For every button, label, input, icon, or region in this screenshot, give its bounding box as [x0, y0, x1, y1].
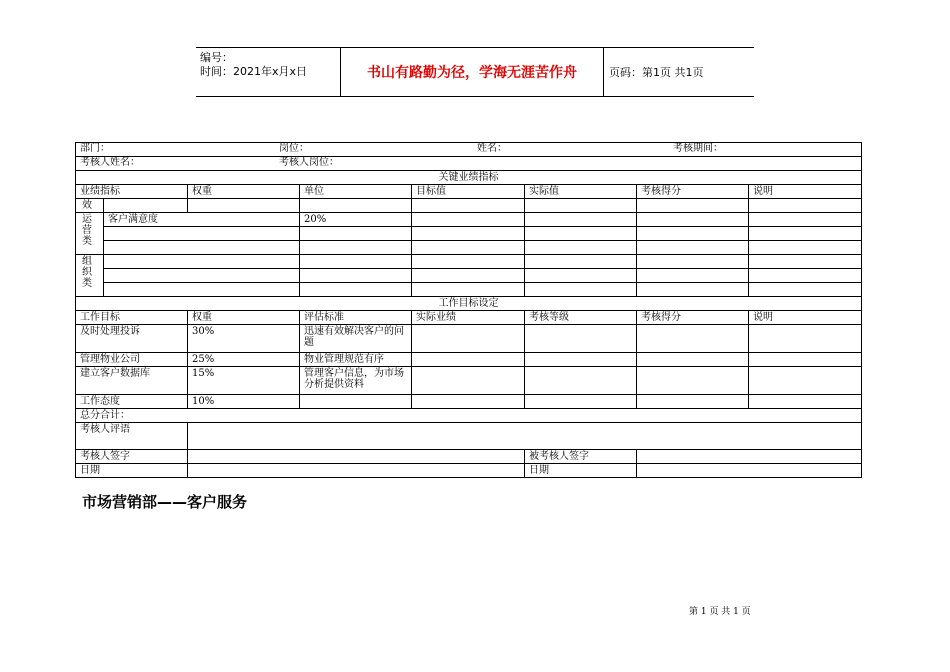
assessor-sign-field [188, 450, 525, 464]
date-field-2 [637, 464, 862, 478]
assessee-sign-label: 被考核人签字 [525, 450, 637, 464]
goal-row [76, 353, 862, 367]
goal-name: 建立客户数据库 [76, 367, 188, 395]
kpi-col-target: 目标值 [412, 185, 525, 199]
total-row [76, 409, 862, 423]
comment-row [76, 423, 862, 450]
goals-col-score: 考核得分 [637, 311, 749, 325]
goals-col-note: 说明 [749, 311, 862, 325]
goal-row [76, 325, 862, 353]
kpi-col-note: 说明 [749, 185, 862, 199]
goals-section-title: 工作目标设定 [76, 297, 862, 311]
goals-col-weight: 权重 [188, 311, 300, 325]
date-field-1 [188, 464, 525, 478]
goal-weight: 25% [188, 353, 300, 367]
page-code-text: 页码：第1页 共1页 [609, 66, 704, 79]
assessee-sign-field [637, 450, 862, 464]
goal-row [76, 395, 862, 409]
kpi-col-unit: 单位 [300, 185, 412, 199]
goal-weight: 10% [188, 395, 300, 409]
name-label: 姓名： [477, 143, 507, 154]
kpi-ops-row [76, 241, 862, 255]
goal-name: 及时处理投诉 [76, 325, 188, 353]
goal-name: 管理物业公司 [76, 353, 188, 367]
info-row-2 [76, 157, 862, 171]
date-label-2: 日期 [525, 464, 637, 478]
kpi-section-row [76, 171, 862, 185]
date-label-1: 日期 [76, 464, 188, 478]
goal-criteria: 管理客户信息，为市场分析提供资料 [300, 367, 412, 395]
page-code-cell [603, 48, 754, 96]
goals-col-grade: 考核等级 [525, 311, 637, 325]
kpi-header-row [76, 185, 862, 199]
ops-item: 客户满意度 [104, 213, 300, 227]
kpi-col-indicator: 业绩指标 [76, 185, 188, 199]
goal-weight: 15% [188, 367, 300, 395]
period-label: 考核期间： [673, 143, 723, 154]
page-number: 第 1 页 共 1 页 [689, 607, 751, 617]
header-left-cell [196, 48, 340, 96]
kpi-section-title: 关键业绩指标 [76, 171, 862, 185]
document-title: 市场营销部——客户服务 [82, 493, 248, 511]
kpi-eff-row [76, 199, 862, 213]
info-row-1 [76, 143, 862, 157]
goal-weight: 30% [188, 325, 300, 353]
kpi-org-row [76, 283, 862, 297]
eff-label: 效 [76, 199, 104, 213]
document-header [196, 47, 754, 97]
goals-header-row [76, 311, 862, 325]
goal-row [76, 367, 862, 395]
kpi-col-score: 考核得分 [637, 185, 749, 199]
assessor-name-label: 考核人姓名： [80, 157, 140, 168]
sign-row [76, 450, 862, 464]
date-row [76, 464, 862, 478]
goals-col-criteria: 评估标准 [300, 311, 412, 325]
assessor-sign-label: 考核人签字 [76, 450, 188, 464]
kpi-org-row [76, 255, 862, 269]
kpi-ops-row [76, 213, 862, 227]
assessor-post-label: 考核人岗位： [279, 157, 339, 168]
kpi-col-weight: 权重 [188, 185, 300, 199]
total-label: 总分合计： [76, 409, 862, 423]
comment-field [188, 423, 862, 450]
time-label: 时间：2021年x月x日 [200, 65, 308, 78]
org-label: 组 织 类 [76, 255, 104, 297]
goals-col-actual: 实际业绩 [412, 311, 525, 325]
motto-cell [340, 48, 604, 96]
number-label: 编号： [200, 51, 233, 64]
ops-weight: 20% [300, 213, 412, 227]
kpi-org-row [76, 269, 862, 283]
comment-label: 考核人评语 [76, 423, 188, 450]
kpi-ops-row [76, 227, 862, 241]
motto-text: 书山有路勤为径，学海无涯苦作舟 [367, 65, 577, 81]
goal-criteria [300, 395, 412, 409]
kpi-col-actual: 实际值 [525, 185, 637, 199]
goal-criteria: 迅速有效解决客户的问题 [300, 325, 412, 353]
goal-name: 工作态度 [76, 395, 188, 409]
ops-label: 运 营 类 [76, 213, 104, 255]
goal-criteria: 物业管理规范有序 [300, 353, 412, 367]
post-label: 岗位： [279, 143, 309, 154]
dept-label: 部门： [80, 143, 110, 154]
goals-section-row [76, 297, 862, 311]
goals-col-goal: 工作目标 [76, 311, 188, 325]
assessment-form [75, 142, 862, 478]
